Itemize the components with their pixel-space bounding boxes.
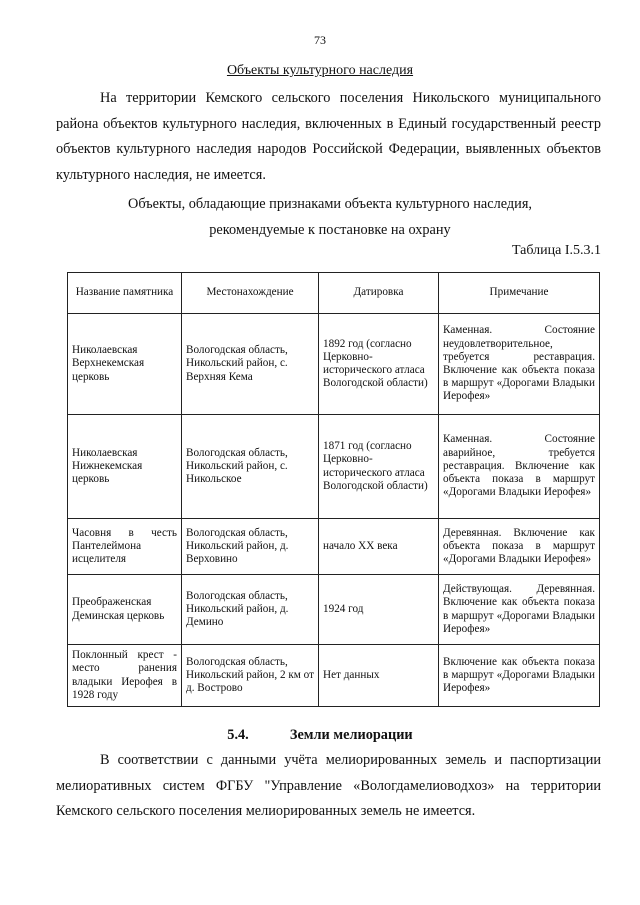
- cell-location: Вологодская область, Никольский район, д. Верховино: [182, 519, 319, 575]
- header-date: Датировка: [319, 273, 439, 314]
- cell-date: начало XX века: [319, 519, 439, 575]
- cell-note: Каменная. Состояние аварийное, требуется реставрация. Включение как объекта показа в маршрут «Дорогами Владыки Иерофея»: [439, 415, 600, 519]
- page-number: 73: [314, 33, 326, 47]
- cell-location: Вологодская область, Никольский район, с. Верхняя Кема: [182, 314, 319, 415]
- heritage-heading: Объекты культурного наследия: [226, 63, 414, 78]
- cell-note: Каменная. Состояние неудовлетворительное, требуется реставрация. Включение как объекта показа в маршрут «Дорогами Владыки Иерофея»: [439, 314, 600, 415]
- melioration-paragraph: В соответствии с данными учёта мелиорированных земель и паспортизации мелиоративных систем ФГБУ "Управление «Вологдамелиоводхоз» на территории Кемского сельского поселения мелиорированных земель не имеется.: [56, 752, 601, 819]
- cell-name: Поклонный крест - место ранения владыки Иерофея в 1928 году: [68, 645, 182, 707]
- table-row: [68, 519, 600, 575]
- section-heading: [0, 727, 640, 744]
- cell-location: Вологодская область, Никольский район, 2 км от д. Вострово: [182, 645, 319, 707]
- cell-date: 1871 год (согласно Церковно-исторического атласа Вологодской области): [319, 415, 439, 519]
- cell-note: Включение как объекта показа в маршрут «Дорогами Владыки Иерофея»: [439, 645, 600, 707]
- heritage-paragraph: На территории Кемского сельского поселения Никольского муниципального района объектов культурного наследия, включенных в Единый государственный реестр объектов культурного наследия народов Российской Федерации, выявленных объектов культурного наследия, не имеется.: [56, 90, 601, 183]
- header-location: Местонахождение: [182, 273, 319, 314]
- table-row: [68, 575, 600, 645]
- cell-name: Часовня в честь Пантелеймона исцелителя: [68, 519, 182, 575]
- cell-name: Николаевская Верхнекемская церковь: [68, 314, 182, 415]
- cell-location: Вологодская область, Никольский район, с. Никольское: [182, 415, 319, 519]
- cell-name: Преображенская Деминская церковь: [68, 575, 182, 645]
- table-row: [68, 314, 600, 415]
- section-title: Земли мелиорации: [289, 727, 413, 743]
- table-header-row: [68, 273, 600, 314]
- cell-location: Вологодская область, Никольский район, д. Демино: [182, 575, 319, 645]
- table-subheading: [80, 192, 580, 243]
- cell-date: Нет данных: [319, 645, 439, 707]
- section-number: 5.4.: [227, 727, 249, 743]
- cell-note: Действующая. Деревянная. Включение как объекта показа в маршрут «Дорогами Владыки Иерофея»: [439, 575, 600, 645]
- cell-date: 1924 год: [319, 575, 439, 645]
- cell-note: Деревянная. Включение как объекта показа в маршрут «Дорогами Владыки Иерофея»: [439, 519, 600, 575]
- heritage-table: [67, 272, 600, 707]
- table-caption: Таблица I.5.3.1: [511, 243, 601, 258]
- table-row: [68, 415, 600, 519]
- cell-date: 1892 год (согласно Церковно-исторического атласа Вологодской области): [319, 314, 439, 415]
- header-note: Примечание: [439, 273, 600, 314]
- table-row: [68, 645, 600, 707]
- subheading-line-1: Объекты, обладающие признаками объекта культурного наследия,: [128, 196, 532, 212]
- header-name: Название памятника: [68, 273, 182, 314]
- subheading-line-2: рекомендуемые к постановке на охрану: [209, 221, 451, 238]
- cell-name: Николаевская Нижнекемская церковь: [68, 415, 182, 519]
